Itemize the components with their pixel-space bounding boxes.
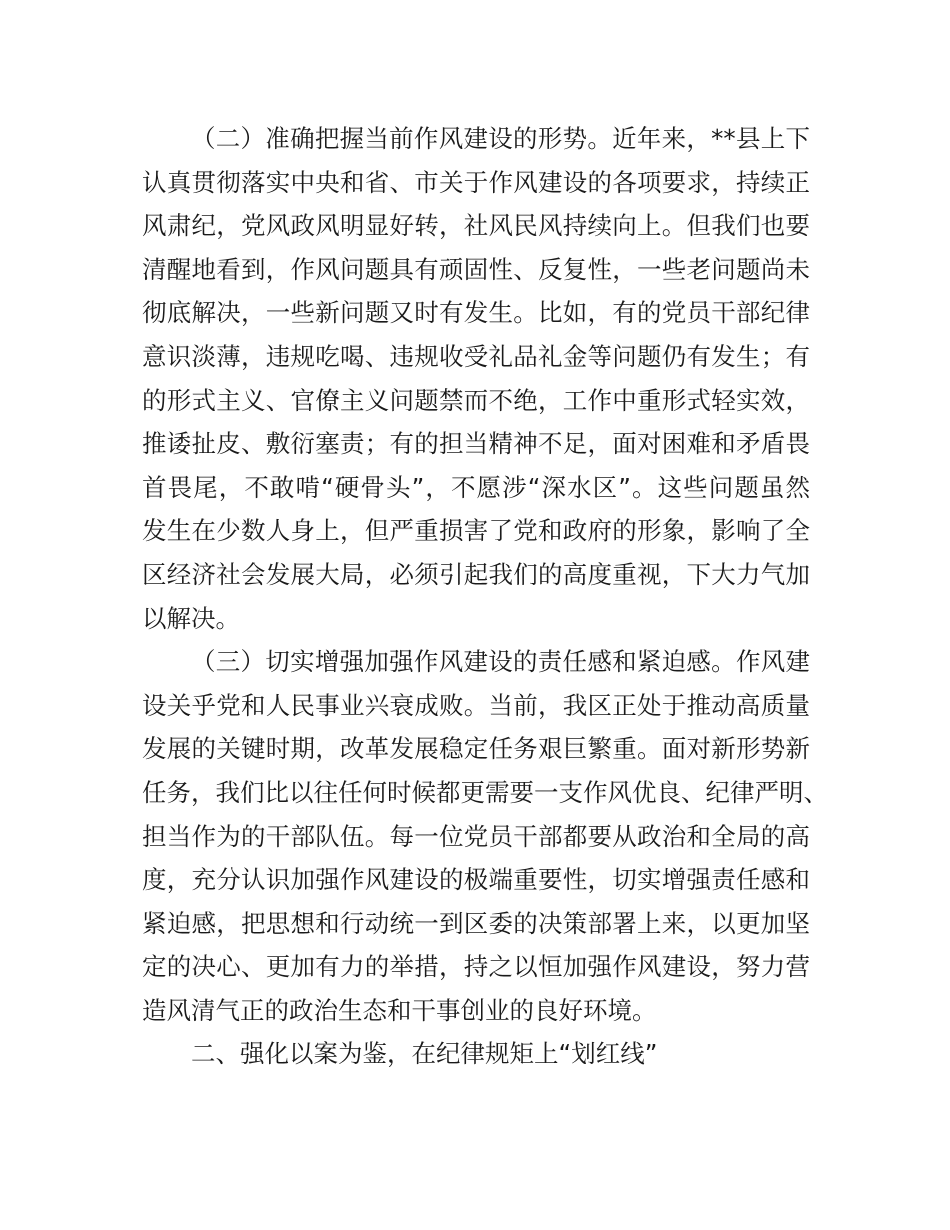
text-line: 担当作为的干部队伍。每一位党员干部都要从政治和全局的高	[142, 821, 810, 851]
text-line: 紧迫感，把思想和行动统一到区委的决策部署上来，以更加坚	[142, 908, 810, 938]
text-line: 造风清气正的政治生态和干事创业的良好环境。	[142, 995, 657, 1025]
text-line: 发生在少数人身上，但严重损害了党和政府的形象，影响了全	[142, 516, 810, 546]
text-line: 设关乎党和人民事业兴衰成败。当前，我区正处于推动高质量	[142, 690, 810, 720]
text-line: 发展的关键时期，改革发展稳定任务艰巨繁重。面对新形势新	[142, 734, 810, 764]
section-heading: 二、强化以案为鉴，在纪律规矩上“划红线”	[191, 1039, 658, 1069]
text-line: 定的决心、更加有力的举措，持之以恒加强作风建设，努力营	[142, 952, 810, 982]
text-line: （二）准确把握当前作风建设的形势。近年来，**县上下	[191, 124, 810, 153]
text-line: （三）切实增强加强作风建设的责任感和紧迫感。作风建	[191, 647, 810, 677]
text-line: 区经济社会发展大局，必须引起我们的高度重视，下大力气加	[142, 559, 810, 589]
text-line: 彻底解决，一些新问题又时有发生。比如，有的党员干部纪律	[142, 298, 810, 328]
text-line: 认真贯彻落实中央和省、市关于作风建设的各项要求，持续正	[142, 167, 810, 197]
document-body	[142, 117, 828, 1076]
paragraph-responsibility	[142, 640, 828, 1032]
text-line: 以解决。	[142, 603, 240, 633]
text-line: 推诿扯皮、敷衍塞责；有的担当精神不足，面对困难和矛盾畏	[142, 429, 810, 459]
text-line: 首畏尾，不敢啃“硬骨头”，不愿涉“深水区”。这些问题虽然	[142, 472, 810, 502]
text-line: 清醒地看到，作风问题具有顽固性、反复性，一些老问题尚未	[142, 254, 810, 284]
text-line: 任务，我们比以往任何时候都更需要一支作风优良、纪律严明、	[142, 777, 828, 807]
text-line: 度，充分认识加强作风建设的极端重要性，切实增强责任感和	[142, 865, 810, 895]
text-line: 风肃纪，党风政风明显好转，社风民风持续向上。但我们也要	[142, 211, 810, 241]
text-line: 的形式主义、官僚主义问题禁而不绝，工作中重形式轻实效，	[142, 385, 810, 415]
paragraph-situation	[142, 117, 810, 640]
text-line: 意识淡薄，违规吃喝、违规收受礼品礼金等问题仍有发生；有	[142, 341, 810, 371]
